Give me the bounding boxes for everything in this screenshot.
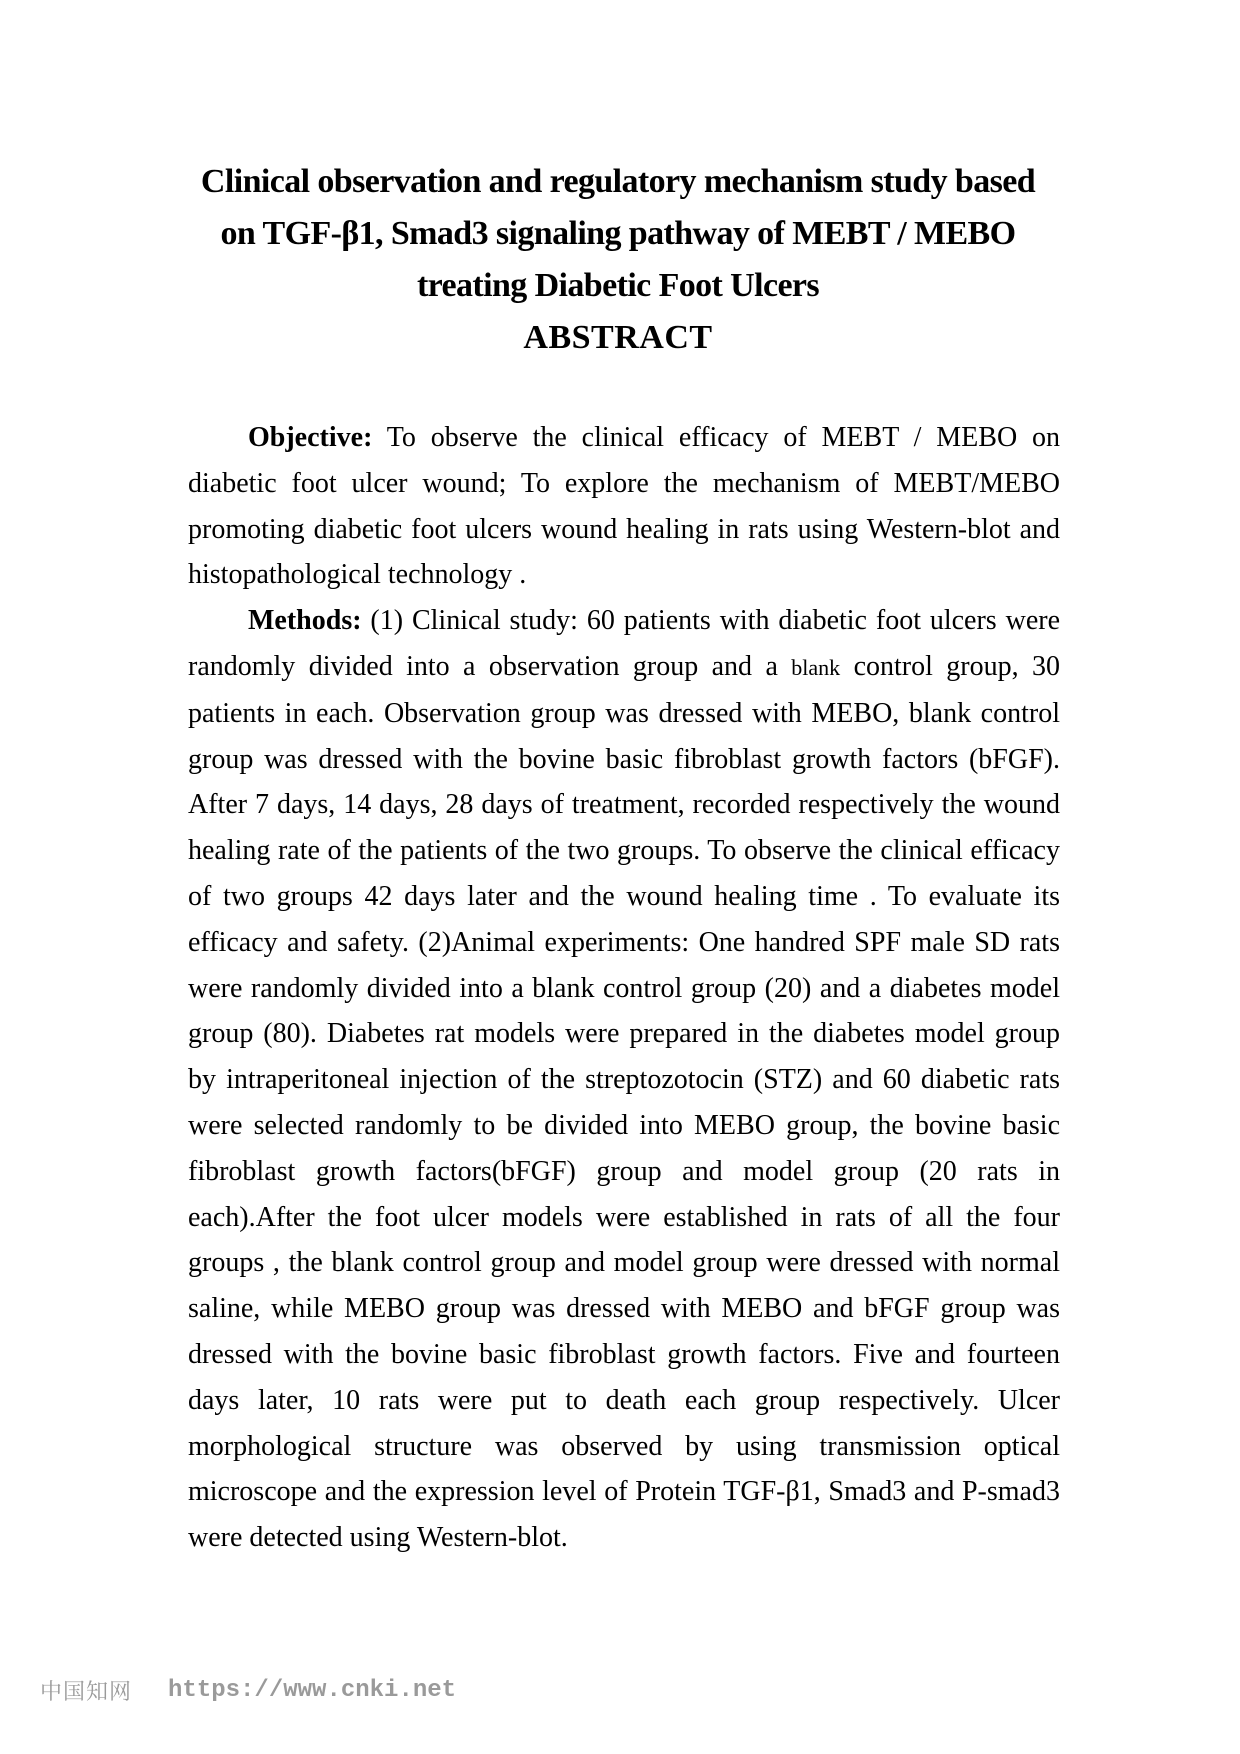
objective-label: Objective: xyxy=(248,422,373,453)
title-line-3: treating Diabetic Foot Ulcers xyxy=(416,267,820,304)
methods-label: Methods: xyxy=(248,605,362,637)
title-block xyxy=(150,156,1086,364)
methods-paragraph xyxy=(188,598,1060,1561)
methods-text-part1: (1) Clinical study: 60 patients with diabetic foot ulcers were randomly divided into a observation group and a xyxy=(188,605,1060,682)
footer-brand: 中国知网 xyxy=(40,1679,133,1705)
footer-watermark xyxy=(40,1670,640,1710)
title-line-1: Clinical observation and regulatory mechanism study based xyxy=(200,163,1036,200)
objective-paragraph xyxy=(188,415,1060,598)
methods-text-part2: control group, 30 patients in each. Observation group was dressed with MEBO, blank control group was dressed with the bovine basic fibroblast growth factors (bFGF). After 7 days, 14 days, 28 days of treatment, recorded respectively the wound healing rate of the patients of the two groups. To observe the clinical efficacy of two groups 42 days later and the wound healing time . To evaluate its efficacy and safety. (2)Animal experiments: One handred SPF male SD rats were randomly divided into a blank control group (20) and a diabetes model group (80). Diabetes rat models were prepared in the diabetes model group by intraperitoneal injection of the streptozotocin (STZ) and 60 diabetic rats were selected randomly to be divided into MEBO group, the bovine basic fibroblast growth factors(bFGF) group and model group (20 rats in each).After the foot ulcer models were established in rats of all the four groups , the blank control group and model group were dressed with normal saline, while MEBO group was dressed with MEBO and bFGF group was dressed with the bovine basic fibroblast growth factors. Five and fourteen days later, 10 rats were put to death each group respectively. Ulcer morphological structure was observed by using transmission optical microscope and the expression level of Protein TGF-β1, Smad3 and P-smad3 were detected using Western-blot. xyxy=(188,650,1060,1554)
title-line-2: on TGF-β1, Smad3 signaling pathway of MEBT / MEBO xyxy=(220,215,1016,252)
objective-text: To observe the clinical efficacy of MEBT / MEBO on diabetic foot ulcer wound; To explore the mechanism of MEBT/MEBO promoting diabetic foot ulcers wound healing in rats using Western-blot and histopathological technology . xyxy=(188,422,1060,591)
abstract-heading: ABSTRACT xyxy=(523,319,713,356)
abstract-body xyxy=(188,415,1060,1561)
methods-small-word: blank xyxy=(791,654,841,680)
footer-url[interactable]: https://www.cnki.net xyxy=(168,1676,457,1704)
